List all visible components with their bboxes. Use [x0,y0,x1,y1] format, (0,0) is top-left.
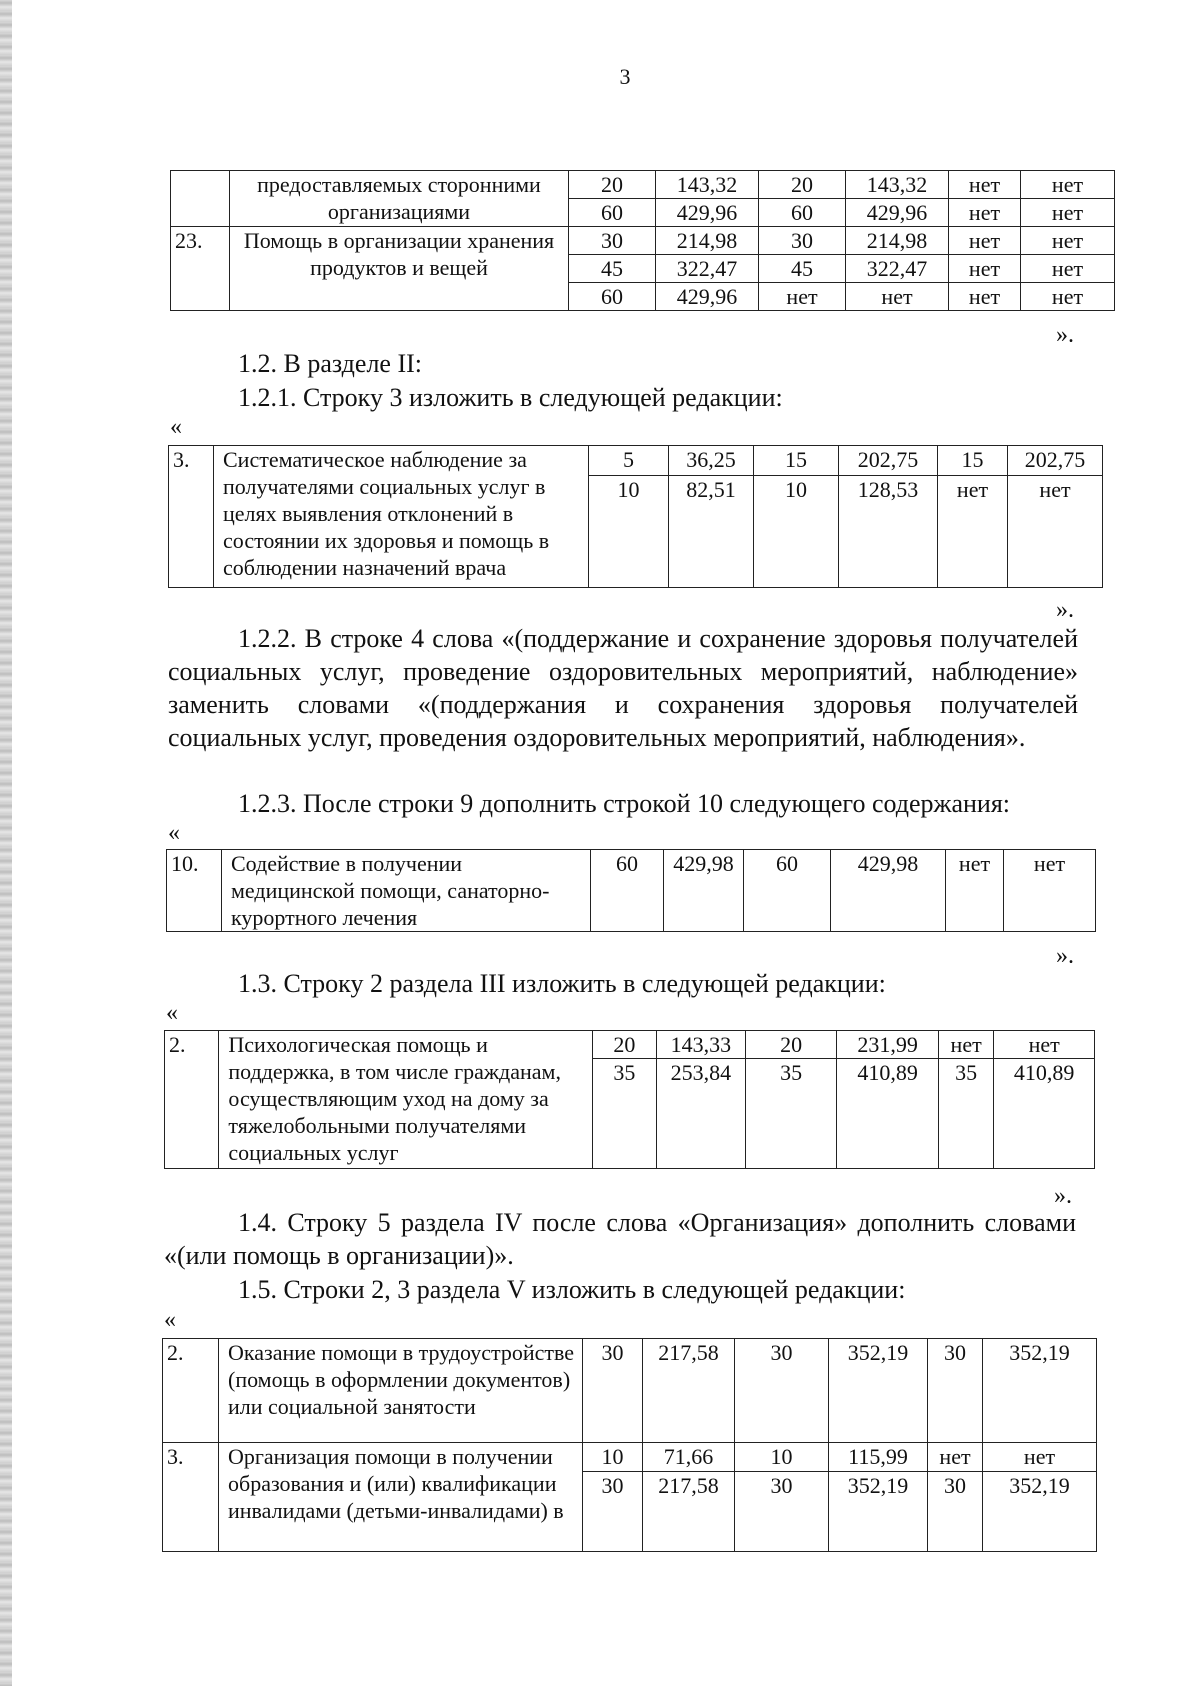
value-cell: 60 [569,283,656,311]
value-cell: 143,32 [656,171,759,199]
row-number-cell: 10. [167,850,222,932]
value-cell: нет [949,171,1021,199]
row-number-cell: 3. [169,446,214,588]
value-cell: 429,96 [656,199,759,227]
value-cell: 410,89 [994,1059,1095,1169]
quote-open: « [168,820,180,846]
value-cell: 10 [589,476,669,588]
value-cell: 30 [569,227,656,255]
row-number-cell: 3. [163,1443,219,1552]
value-cell: 352,19 [829,1339,928,1443]
table-row [163,1443,1097,1472]
value-cell: нет [1021,283,1115,311]
paragraph-1-2-2: 1.2.2. В строке 4 слова «(поддержание и сохранение здоровья получателей социальных услуг, проведение оздоровительных мероприятий, наблюдение» заменить словами «(поддержания и сохранения здоровья получателей социальных услуг, проведения оздоровительных мероприятий, наблюдения». [168,624,1078,752]
value-cell: 45 [569,255,656,283]
table-row [167,850,1096,932]
value-cell: 253,84 [656,1059,745,1169]
value-cell: 60 [591,850,664,932]
paragraph-1-2-1: 1.2.1. Строку 3 изложить в следующей редакции: [238,383,783,412]
service-name-cell: Систематическое наблюдение за получателями социальных услуг в целях выявления отклонений в состоянии их здоровья и помощь в соблюдении назначений врача [214,446,589,588]
value-cell: 30 [583,1472,643,1552]
service-name-cell: Организация помощи в получении образования и (или) квалификации инвалидами (детьми-инвалидами) в [219,1443,583,1552]
row-number-cell: 2. [165,1031,219,1169]
value-cell: 30 [583,1339,643,1443]
value-cell: 352,19 [983,1472,1097,1552]
value-cell: 30 [928,1472,983,1552]
row-number-cell: 23. [171,227,230,311]
value-cell: 71,66 [643,1443,735,1472]
table-row [165,1031,1095,1059]
value-cell: 322,47 [656,255,759,283]
value-cell: 217,58 [643,1339,735,1443]
value-cell: 35 [593,1059,657,1169]
value-cell: нет [1021,227,1115,255]
value-cell: 115,99 [829,1443,928,1472]
value-cell: нет [1021,199,1115,227]
value-cell: 30 [735,1339,829,1443]
paragraph-1-4: 1.4. Строку 5 раздела IV после слова «Организация» дополнить словами «(или помощь в организации)». [164,1208,1076,1270]
scan-edge [0,0,12,1686]
value-cell: 214,98 [846,227,949,255]
value-cell: 429,96 [656,283,759,311]
value-cell: 429,98 [664,850,744,932]
value-cell: 10 [583,1443,643,1472]
value-cell: нет [1021,255,1115,283]
value-cell: нет [846,283,949,311]
value-cell: 30 [759,227,846,255]
value-cell: 429,98 [831,850,946,932]
table-row [171,227,1115,255]
value-cell: 36,25 [669,446,754,476]
value-cell: 322,47 [846,255,949,283]
value-cell: 45 [759,255,846,283]
quote-close: ». [1056,943,1074,969]
table-row-10 [166,849,1096,932]
table-section-1-end [170,170,1115,311]
paragraph-1-2-3: 1.2.3. После строки 9 дополнить строкой 10 следующего содержания: [238,789,1011,818]
value-cell: 143,32 [846,171,949,199]
paragraph-1-5: 1.5. Строки 2, 3 раздела V изложить в следующей редакции: [238,1275,906,1304]
value-cell: 20 [759,171,846,199]
value-cell: нет [949,283,1021,311]
value-cell: 352,19 [983,1339,1097,1443]
page-number: 3 [619,64,631,89]
table-row [171,171,1115,199]
paragraph-1-3: 1.3. Строку 2 раздела III изложить в следующей редакции: [238,969,886,998]
table-rows-2-3-section-5 [162,1338,1097,1552]
value-cell: 143,33 [656,1031,745,1059]
table-row [169,446,1103,476]
value-cell: нет [1004,850,1096,932]
value-cell: 202,75 [839,446,938,476]
value-cell: 10 [735,1443,829,1472]
value-cell: нет [759,283,846,311]
value-cell: 202,75 [1008,446,1103,476]
value-cell: 15 [938,446,1008,476]
value-cell: нет [928,1443,983,1472]
value-cell: 30 [928,1339,983,1443]
value-cell: 128,53 [839,476,938,588]
value-cell: 15 [754,446,839,476]
table-row [163,1339,1097,1443]
value-cell: 35 [938,1059,993,1169]
value-cell: 60 [744,850,831,932]
quote-close: ». [1056,322,1074,348]
service-name-cell: Помощь в организации хранения продуктов и вещей [230,227,569,311]
quote-open: « [164,1307,176,1333]
value-cell: 60 [759,199,846,227]
value-cell: 231,99 [837,1031,939,1059]
value-cell: нет [949,255,1021,283]
service-name-cell: предоставляемых сторонними организациями [230,171,569,227]
quote-close: ». [1056,597,1074,623]
value-cell: 20 [593,1031,657,1059]
quote-close: ». [1054,1183,1072,1209]
value-cell: нет [938,1031,993,1059]
value-cell: 429,96 [846,199,949,227]
service-name-cell: Содействие в получении медицинской помощи, санаторно-курортного лечения [222,850,591,932]
value-cell: 410,89 [837,1059,939,1169]
service-name-cell: Оказание помощи в трудоустройстве (помощь в оформлении документов) или социальной занятости [219,1339,583,1443]
value-cell: 35 [745,1059,836,1169]
value-cell: 20 [569,171,656,199]
service-name-cell: Психологическая помощь и поддержка, в том числе гражданам, осуществляющим уход на дому за тяжелобольными получателями социальных услуг [219,1031,593,1169]
value-cell: нет [1008,476,1103,588]
value-cell: нет [983,1443,1097,1472]
value-cell: 352,19 [829,1472,928,1552]
value-cell: 30 [735,1472,829,1552]
value-cell: 5 [589,446,669,476]
value-cell: нет [946,850,1004,932]
row-number-cell [171,171,230,227]
value-cell: нет [994,1031,1095,1059]
table-row-3-section-2 [168,445,1103,588]
table-row-2-section-3 [164,1030,1095,1169]
value-cell: 20 [745,1031,836,1059]
value-cell: 214,98 [656,227,759,255]
row-number-cell: 2. [163,1339,219,1443]
value-cell: нет [938,476,1008,588]
value-cell: нет [949,227,1021,255]
value-cell: нет [1021,171,1115,199]
value-cell: нет [949,199,1021,227]
paragraph-1-2: 1.2. В разделе II: [238,349,423,378]
quote-open: « [170,414,182,440]
value-cell: 82,51 [669,476,754,588]
quote-open: « [166,1000,178,1026]
value-cell: 10 [754,476,839,588]
value-cell: 60 [569,199,656,227]
value-cell: 217,58 [643,1472,735,1552]
